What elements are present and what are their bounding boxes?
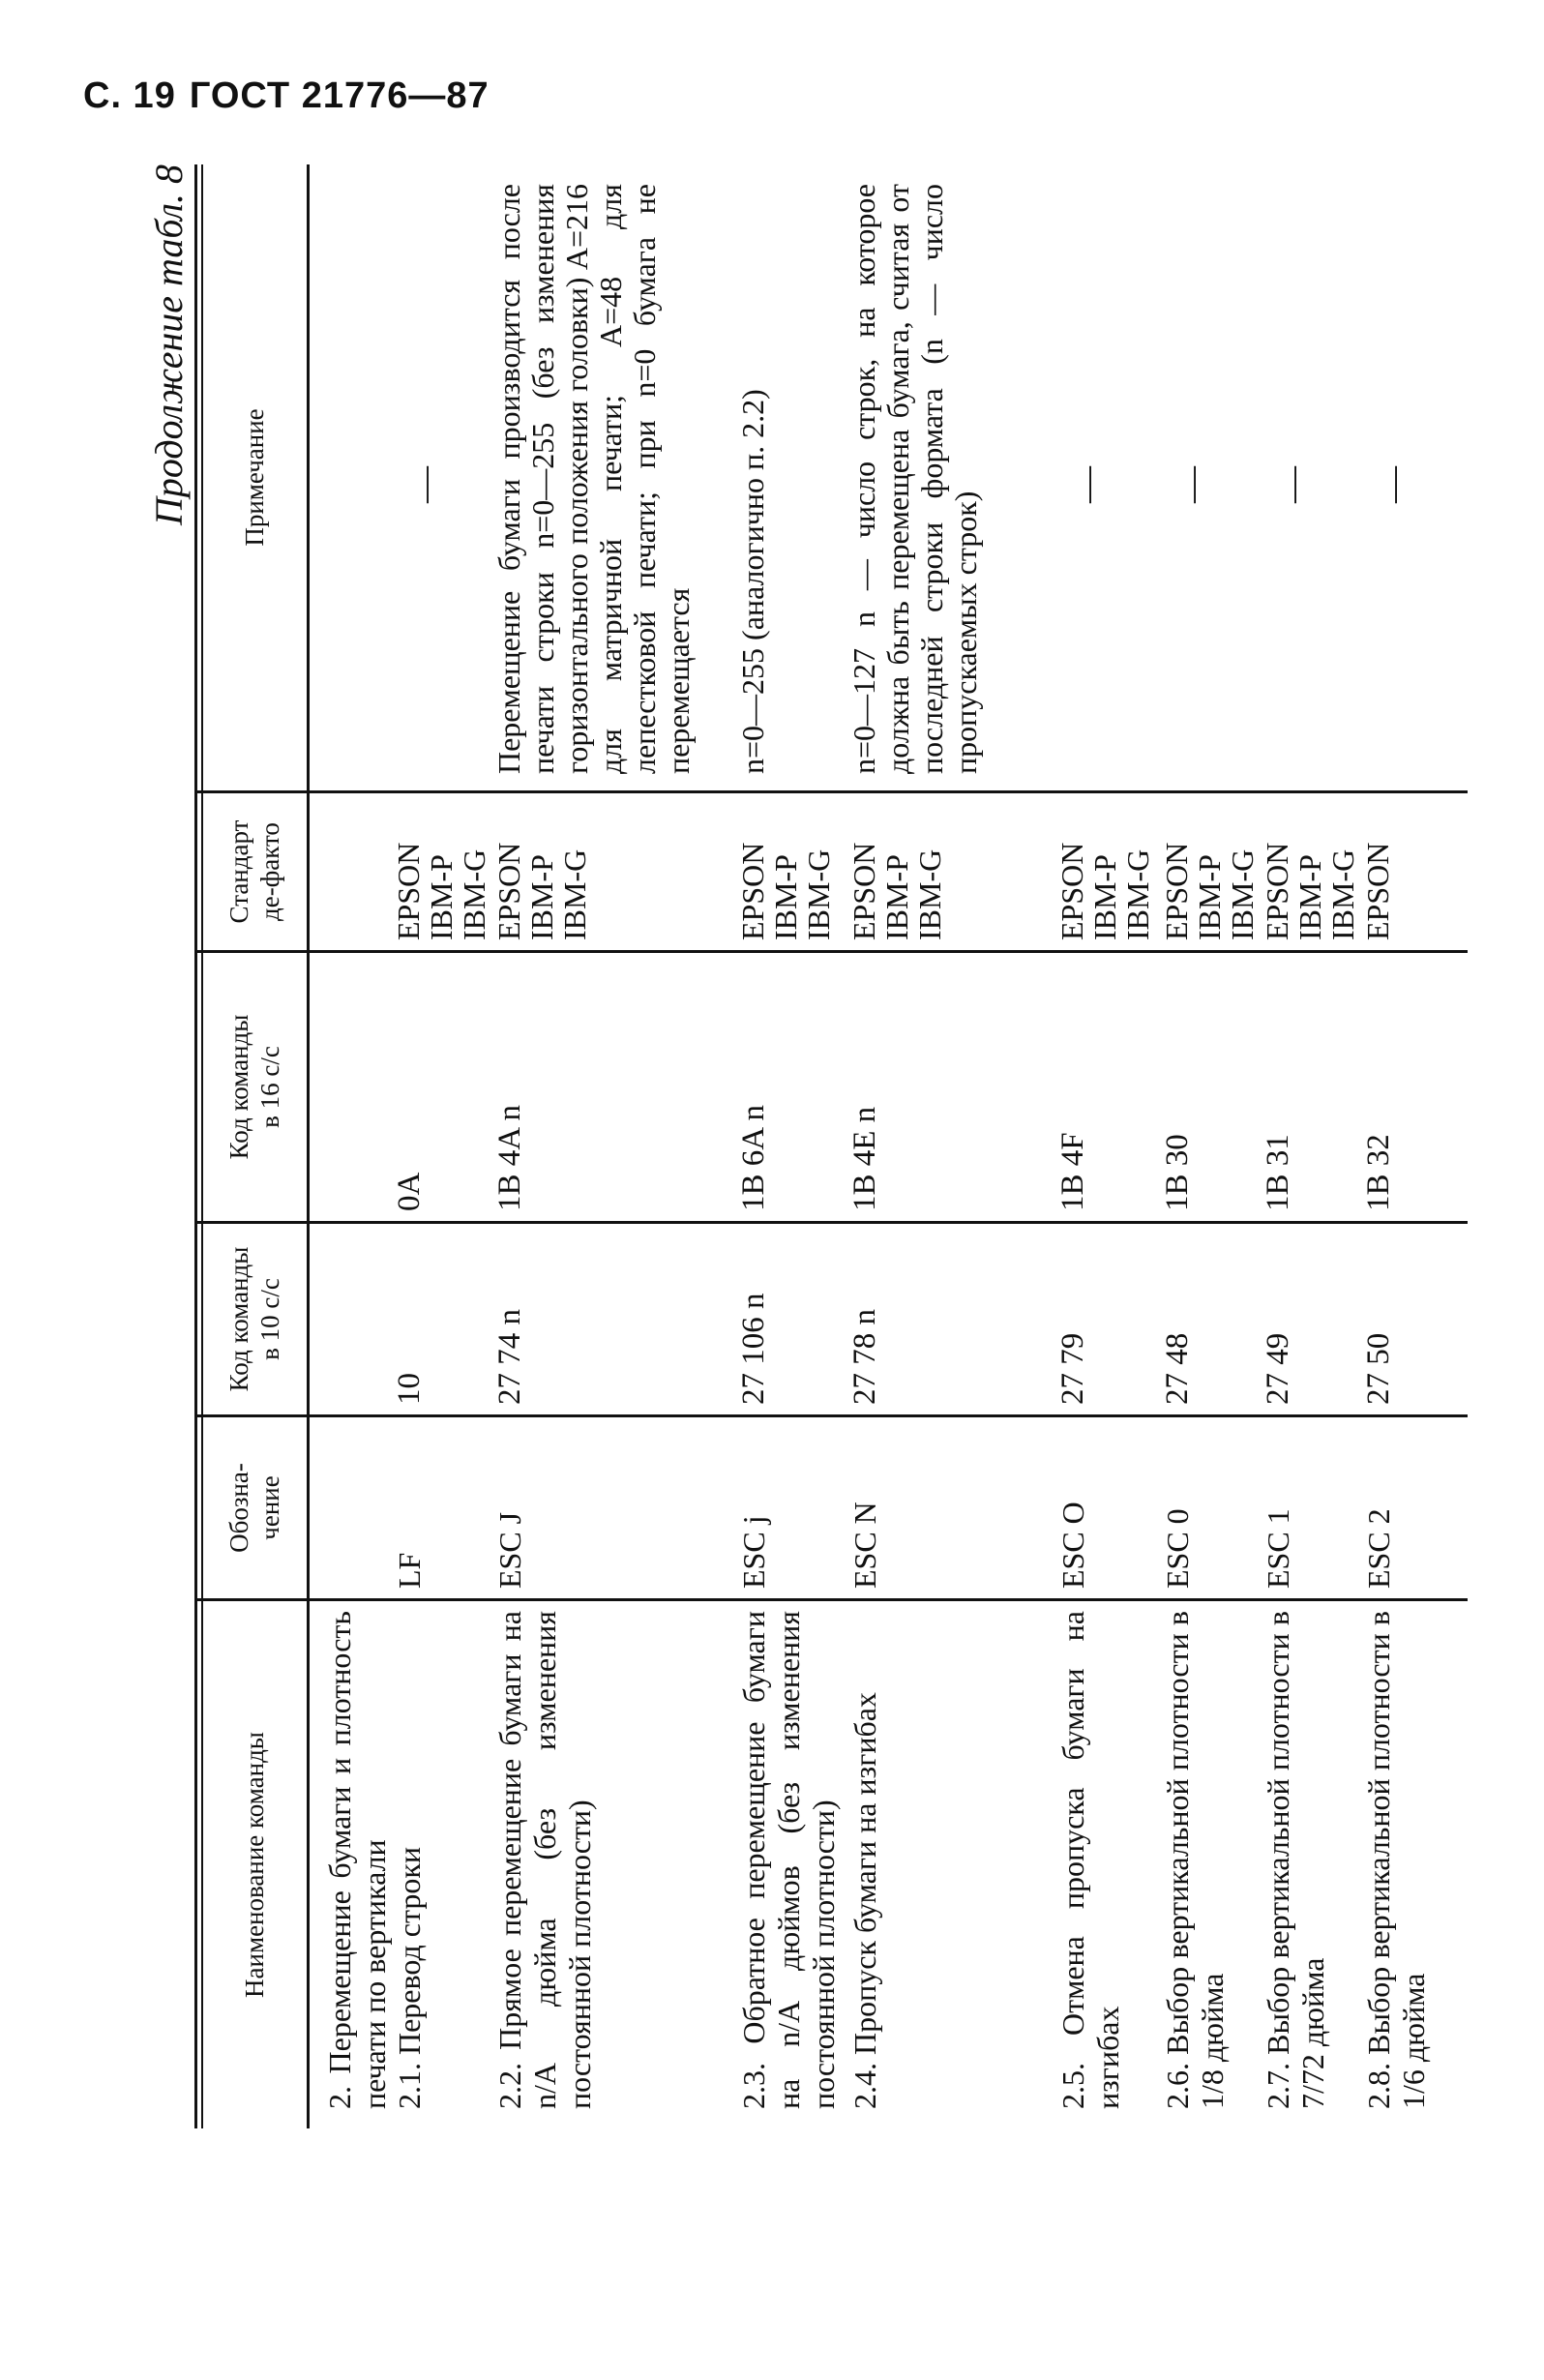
row-2-4-note: n=0—127 n — число строк, на которое должна быть перемещена бумага, считая от последней строки формата (n — число пропускаемых строк): [846, 184, 983, 774]
row-2-2-standard: EPSON IBM-P IBM-G: [491, 842, 592, 940]
row-2-3-standard: EPSON IBM-P IBM-G: [735, 842, 836, 940]
section-title: 2. Перемещение бумаги и плотность печати по вертикали: [322, 1611, 392, 2109]
table-top-rule: [194, 164, 197, 2128]
col-header-dec: Код команды в 10 с/с: [223, 1246, 284, 1392]
row-2-8-standard: EPSON: [1360, 842, 1395, 940]
row-2-4-hex: 1B 4E n: [847, 1106, 882, 1211]
col-sep-3: [194, 1221, 1468, 1224]
row-2-6-name: 2.6. Выбор вертикальной плотности в 1/8 дюйма: [1160, 1611, 1230, 2109]
table-top-rule-double: [201, 164, 203, 2128]
row-2-5-designation: ESC O: [1055, 1502, 1090, 1589]
col-header-designation: Обозна- чение: [223, 1463, 284, 1553]
col-sep-5: [194, 790, 1468, 793]
row-2-6-standard: EPSON IBM-P IBM-G: [1159, 842, 1260, 940]
table-caption: Продолжение табл. 8: [147, 164, 191, 526]
row-2-5-name: 2.5. Отмена пропуска бумаги на изгибах: [1055, 1611, 1125, 2109]
row-2-8-designation: ESC 2: [1361, 1508, 1396, 1589]
row-2-4-standard: EPSON IBM-P IBM-G: [846, 842, 947, 940]
standard-designation: ГОСТ 21776—87: [189, 75, 490, 116]
row-2-5-hex: 1B 4F: [1055, 1132, 1090, 1211]
col-header-hex: Код команды в 16 с/с: [223, 1014, 284, 1160]
row-2-6-dec: 27 48: [1160, 1332, 1195, 1405]
row-2-3-hex: 1B 6A n: [736, 1104, 771, 1211]
row-2-1-note: —: [404, 466, 445, 503]
row-2-2-dec: 27 74 n: [492, 1309, 527, 1405]
col-sep-2: [194, 1414, 1468, 1417]
row-2-8-hex: 1B 32: [1361, 1134, 1396, 1211]
col-header-note: Примечание: [239, 408, 269, 547]
row-2-7-note: —: [1272, 466, 1313, 503]
col-sep-4: [194, 950, 1468, 953]
col-header-standard: Стандарт де-факто: [223, 819, 284, 924]
row-2-7-name: 2.7. Выбор вертикальной плотности в 7/72 дюйма: [1261, 1611, 1330, 2109]
row-2-3-name: 2.3. Обратное перемещение бумаги на n/A дюймов (без изменения постоянной плотности): [736, 1611, 841, 2109]
row-2-1-name: 2.1. Перевод строки: [392, 1846, 427, 2109]
row-2-3-note: n=0—255 (аналогично п. 2.2): [735, 389, 770, 774]
row-2-6-note: —: [1172, 466, 1212, 503]
row-2-4-designation: ESC N: [847, 1502, 882, 1589]
row-2-3-designation: ESC j: [736, 1515, 771, 1589]
row-2-8-dec: 27 50: [1361, 1332, 1396, 1405]
row-2-6-designation: ESC 0: [1160, 1508, 1195, 1589]
row-2-6-hex: 1B 30: [1160, 1134, 1195, 1211]
row-2-2-designation: ESC J: [492, 1511, 527, 1589]
row-2-7-designation: ESC 1: [1261, 1508, 1295, 1589]
row-2-5-note: —: [1067, 466, 1108, 503]
command-table: [194, 164, 1468, 2128]
page-header: [83, 75, 490, 117]
row-2-8-name: 2.8. Выбор вертикальной плотности в 1/6 дюйма: [1361, 1611, 1431, 2109]
rotated-table-block: [133, 164, 1468, 2128]
row-2-1-hex: 0A: [392, 1172, 427, 1211]
row-2-1-dec: 10: [392, 1373, 427, 1405]
row-2-4-dec: 27 78 n: [847, 1309, 882, 1405]
row-2-2-name: 2.2. Прямое перемещение бумаги на n/A дюйма (без изменения постоянной плотности): [492, 1611, 597, 2109]
row-2-3-dec: 27 106 n: [736, 1293, 771, 1405]
row-2-7-standard: EPSON IBM-P IBM-G: [1260, 842, 1360, 940]
row-2-7-hex: 1B 31: [1261, 1134, 1295, 1211]
row-2-5-standard: EPSON IBM-P IBM-G: [1054, 842, 1155, 940]
page-number: С. 19: [83, 75, 176, 116]
row-2-2-note: Перемещение бумаги производится после печати строки n=0—255 (без изменения горизонтального положения головки) A=216 для матричной печати; A=48 для лепестковой печати; при n=0 бумага не перемещается: [491, 184, 696, 774]
row-2-8-note: —: [1373, 466, 1413, 503]
row-2-1-standard: EPSON IBM-P IBM-G: [391, 842, 491, 940]
col-sep-1: [194, 1598, 1468, 1601]
row-2-7-dec: 27 49: [1261, 1332, 1295, 1405]
row-2-4-name: 2.4. Пропуск бумаги на изгибах: [847, 1692, 882, 2109]
row-2-1-designation: LF: [392, 1552, 427, 1589]
row-2-2-hex: 1B 4A n: [492, 1104, 527, 1211]
header-bottom-rule: [307, 164, 310, 2128]
col-header-name: Наименование команды: [239, 1732, 269, 1998]
row-2-5-dec: 27 79: [1055, 1332, 1090, 1405]
